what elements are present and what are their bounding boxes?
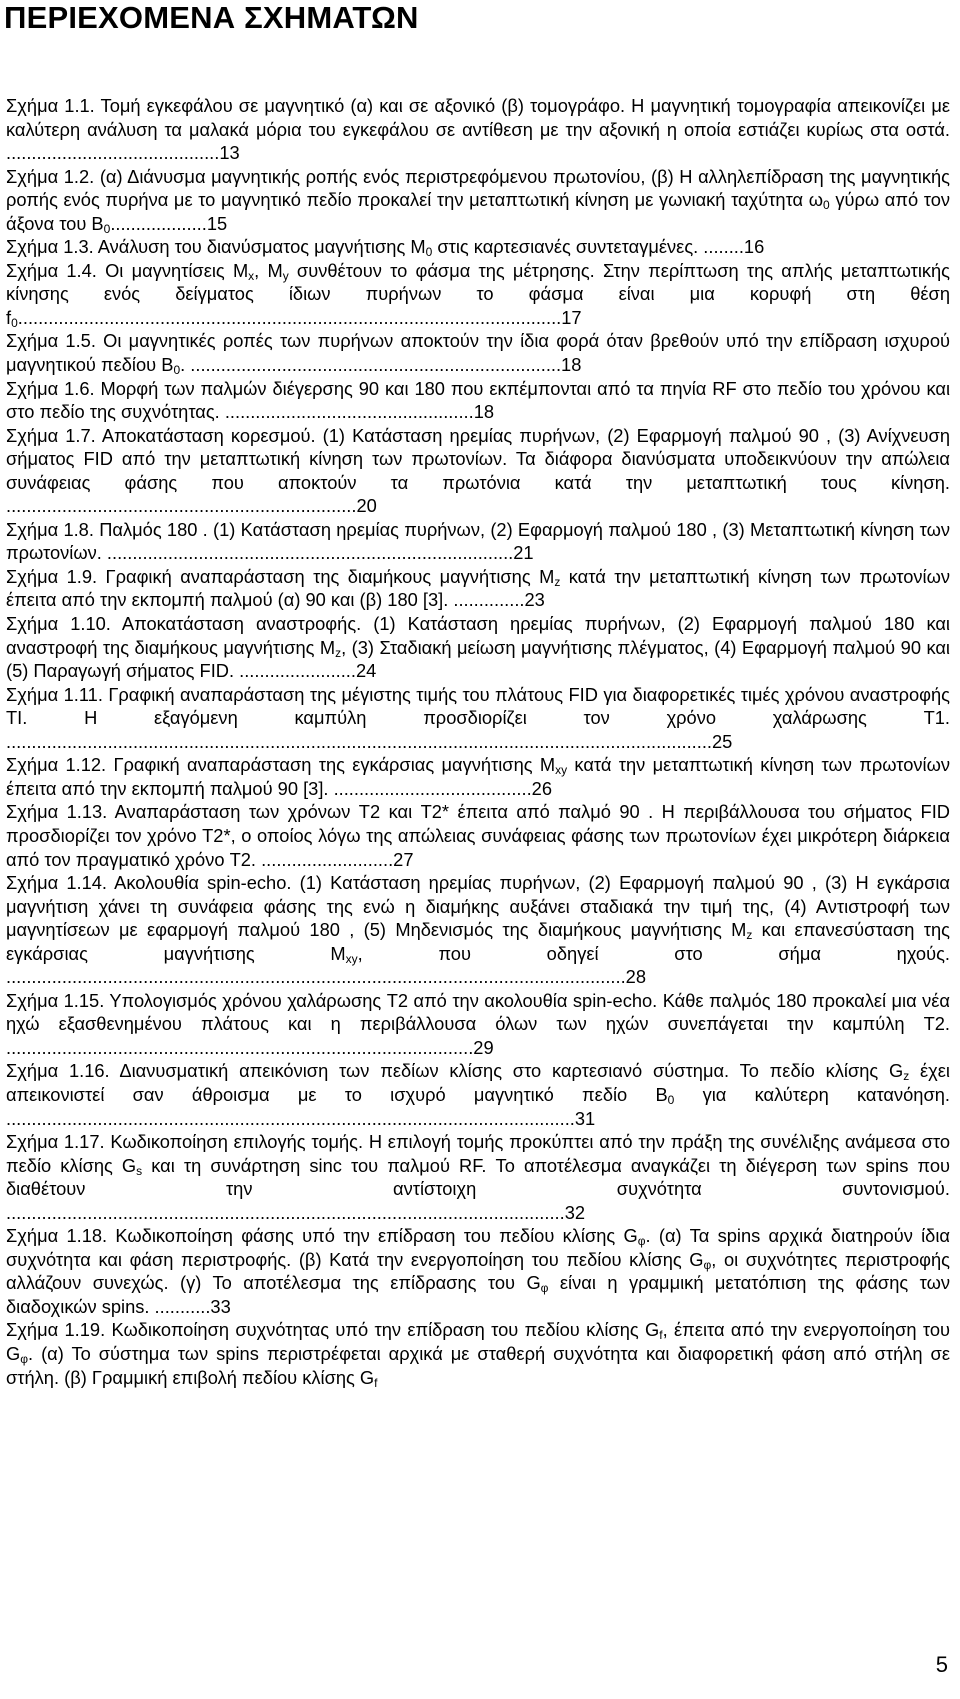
subscript-text: 0 xyxy=(425,245,433,260)
toc-entry[interactable] xyxy=(6,683,950,754)
toc-entry[interactable] xyxy=(6,235,950,259)
toc-entry[interactable] xyxy=(6,165,950,236)
toc-entry[interactable] xyxy=(6,1224,950,1318)
toc-entry[interactable] xyxy=(6,565,950,612)
subscript-text: 0 xyxy=(11,315,18,330)
toc-entry[interactable] xyxy=(6,1059,950,1130)
subscript-text: z xyxy=(903,1069,910,1084)
toc-entry[interactable] xyxy=(6,1318,950,1389)
subscript-text: z xyxy=(335,645,342,660)
subscript-text: y xyxy=(282,268,289,283)
entry-text: Σχήμα 1.18. Κωδικοποίηση φάσης υπό την επίδραση του πεδίου κλίσης G xyxy=(6,1225,638,1247)
toc-entry[interactable] xyxy=(6,259,950,330)
entry-text: Σχήμα 1.12. Γραφική αναπαράσταση της εγκάρσιας μαγνήτισης M xyxy=(6,754,556,776)
entry-text: Σχήμα 1.19. Κωδικοποίηση συχνότητας υπό την επίδραση του πεδίου κλίσης G xyxy=(6,1319,660,1341)
entry-text: ...................15 xyxy=(110,212,228,234)
entry-text: στις καρτεσιανές συντεταγμένες. ........16 xyxy=(432,236,765,258)
entry-text: είναι η γραμμική μετατόπιση της φάσης των διαδοχικών spins. ...........33 xyxy=(6,1272,951,1317)
subscript-text: φ xyxy=(20,1351,29,1366)
toc-entry[interactable] xyxy=(6,1130,950,1224)
entry-text: έχει απεικονιστεί σαν άθροισμα με το ισχυρό μαγνητικό πεδίο B xyxy=(6,1060,950,1105)
entry-text: ...........................................................................................................17 xyxy=(17,306,582,328)
list-of-figures xyxy=(6,94,950,1389)
toc-entry[interactable] xyxy=(6,753,950,800)
entry-text: Σχήμα 1.2. (α) Διάνυσμα μαγνητικής ροπής ενός περιστρεφόμενου πρωτονίου, (β) Η αλληλεπίδραση της μαγνητικής ροπής ενός πυρήνα με το μαγνητικό πεδίο προκαλεί την μεταπτωτική κίνηση με γωνιακή ταχύτητα ω xyxy=(6,165,950,211)
subscript-text: 0 xyxy=(103,221,111,236)
toc-entry[interactable] xyxy=(6,871,950,989)
entry-text: κατά την μεταπτωτική κίνηση των πρωτονίων έπειτα από την εκπομπή παλμού 90 [3]. .......................................26 xyxy=(6,754,950,799)
subscript-text: xy xyxy=(555,763,568,778)
toc-entry[interactable] xyxy=(6,800,950,871)
subscript-text: z xyxy=(554,574,561,589)
toc-entry[interactable] xyxy=(6,989,950,1060)
entry-text: Σχήμα 1.3. Ανάλυση του διανύσματος μαγνήτισης M xyxy=(6,236,426,258)
entry-text: Σχήμα 1.6. Μορφή των παλμών διέγερσης 90 και 180 που εκπέμπονται από τα πηνία RF στο πεδίο του χρόνου και στο πεδίο της συχνότητας. .................................................18 xyxy=(6,377,950,423)
toc-entry[interactable] xyxy=(6,424,950,518)
entry-text: Σχήμα 1.13. Αναπαράσταση των χρόνων T2 και T2* έπειτα από παλμό 90 . Η περιβάλλουσα του σήματος FID προσδιορίζει τον χρόνο T2*, ο οποίος λόγω της απώλειας συνάφειας φάσης των πρωτονίων έχει μικρότερη διάρκεια από τον πραγματικό χρόνο T2. ..........................27 xyxy=(6,801,950,870)
entry-text: για καλύτερη κατανόηση. ................................................................................................................31 xyxy=(6,1083,950,1129)
entry-text: Σχήμα 1.10. Αποκατάσταση αναστροφής. (1) Κατάσταση ηρεμίας πυρήνων, (2) Εφαρμογή παλμού 180 και αναστροφή της διαμήκους μαγνήτισης M xyxy=(6,613,950,658)
entry-text: και τη συνάρτηση sinc του παλμού RF. Το αποτέλεσμα αναγκάζει τη διέγερση των spins που διαθέτουν την αντίστοιχη συχνότητα συντονισμού. ..............................................................................................................32 xyxy=(6,1154,950,1223)
toc-entry[interactable] xyxy=(6,94,950,165)
entry-text: συνθέτουν το φάσμα της μέτρησης. Στην περίπτωση της απλής μεταπτωτικής κίνησης ενός δείγματος ίδιων πυρήνων το φάσμα είναι μια κορυφή στη θέση f xyxy=(6,259,950,328)
entry-text: κατά την μεταπτωτική κίνηση των πρωτονίων έπειτα από την εκπομπή παλμού (α) 90 και (β) 180 [3]. ..............23 xyxy=(6,565,950,611)
subscript-text: φ xyxy=(703,1257,712,1272)
entry-text: . .........................................................................18 xyxy=(180,354,582,376)
entry-text: Σχήμα 1.17. Κωδικοποίηση επιλογής τομής. Η επιλογή τομής προκύπτει από την πράξη της συνέλιξης ανάμεσα στο πεδίο κλίσης G xyxy=(6,1131,950,1176)
entry-text: , έπειτα από την ενεργοποίηση του G xyxy=(6,1319,951,1364)
entry-text: Σχήμα 1.11. Γραφική αναπαράσταση της μέγιστης τιμής του πλάτους FID για διαφορετικές τιμές χρόνου αναστροφής TI. Η εξαγόμενη καμπύλη προσδιορίζει τον χρόνο χαλάρωσης T1. ...........................................................................................................................................25 xyxy=(6,683,950,752)
toc-entry[interactable] xyxy=(6,612,950,683)
entry-text: , που οδηγεί στο σήμα ηχούς. ..........................................................................................................................28 xyxy=(6,942,950,988)
entry-text: και επανεσύσταση της εγκάρσιας μαγνήτισης M xyxy=(6,919,950,964)
entry-text: Σχήμα 1.5. Οι μαγνητικές ροπές των πυρήνων αποκτούν την ίδια φορά όταν βρεθούν υπό την επίδραση ισχυρού μαγνητικού πεδίου B xyxy=(6,330,950,376)
entry-text: γύρω από τον άξονα του B xyxy=(6,189,951,234)
entry-text: , (3) Σταδιακή μείωση μαγνήτισης πλέγματος, (4) Εφαρμογή παλμού 90 και (5) Παραγωγή σήματος FID. .......................24 xyxy=(6,636,950,682)
entry-text: Σχήμα 1.7. Αποκατάσταση κορεσμού. (1) Κατάσταση ηρεμίας πυρήνων, (2) Εφαρμογή παλμού 90 , (3) Ανίχνευση σήματος FID από την μεταπτωτική κίνηση των πρωτονίων. Τα διάφορα διανύσματα υποδεικνύουν την απώλεια συνάφειας φάσης που αποκτούν τα πρωτόνια κατά την μεταπτωτική τους κίνηση. .....................................................................20 xyxy=(6,424,950,517)
entry-text: Σχήμα 1.9. Γραφική αναπαράσταση της διαμήκους μαγνήτισης M xyxy=(6,565,555,587)
subscript-text: z xyxy=(746,928,753,943)
entry-text: Σχήμα 1.15. Υπολογισμός χρόνου χαλάρωσης T2 από την ακολουθία spin-echo. Κάθε παλμός 180 προκαλεί μια νέα ηχώ εξασθενημένου πλάτους και η περιβάλλουσα όλων των ηχών συνεπάγεται την καμπύλη T2. ............................................................................................29 xyxy=(6,989,950,1058)
page-number: 5 xyxy=(935,1652,948,1677)
subscript-text: φ xyxy=(540,1281,549,1296)
entry-text: , M xyxy=(254,259,283,281)
subscript-text: s xyxy=(136,1163,143,1178)
page-title: ΠΕΡΙΕΧΟΜΕΝΑ ΣΧΗΜΑΤΩΝ xyxy=(4,0,419,35)
subscript-text: xy xyxy=(345,951,358,966)
entry-text: Σχήμα 1.4. Οι μαγνητίσεις M xyxy=(6,259,249,281)
entry-text: Σχήμα 1.1. Τομή εγκεφάλου σε μαγνητικό (α) και σε αξονικό (β) τομογράφο. Η μαγνητική τομογραφία απεικονίζει με καλύτερη ανάλυση τα μαλακά μόρια του εγκεφάλου σε αντίθεση με την αξονική η οποία εστιάζει κυρίως στα οστά. ..........................................13 xyxy=(6,95,950,164)
entry-text: Σχήμα 1.14. Ακολουθία spin-echo. (1) Κατάσταση ηρεμίας πυρήνων, (2) Εφαρμογή παλμού 90 , (3) Η εγκάρσια μαγνήτιση χάνει τη συνάφεια φάσης της ενώ η διαμήκης αυξάνει σταδιακά την τιμή της, (4) Αντιστροφή των μαγνητίσεων με εφαρμογή παλμού 180 , (5) Μηδενισμός της διαμήκους μαγνήτισης M xyxy=(6,872,950,941)
subscript-text: 0 xyxy=(667,1092,675,1107)
subscript-text: φ xyxy=(637,1234,646,1249)
subscript-text: x xyxy=(248,268,255,283)
subscript-text: 0 xyxy=(173,363,181,378)
entry-text: . (α) Τα spins αρχικά διατηρούν ίδια συχνότητα και φάση περιστροφής. (β) Κατά την ενεργοποίηση του πεδίου κλίσης G xyxy=(6,1225,950,1270)
toc-entry[interactable] xyxy=(6,329,950,376)
entry-text: Σχήμα 1.16. Διανυσματική απεικόνιση των πεδίων κλίσης στο καρτεσιανό σύστημα. Το πεδίο κλίσης G xyxy=(6,1060,904,1082)
toc-entry[interactable] xyxy=(6,377,950,424)
subscript-text: f xyxy=(374,1375,378,1390)
entry-text: Σχήμα 1.8. Παλμός 180 . (1) Κατάσταση ηρεμίας πυρήνων, (2) Εφαρμογή παλμού 180 , (3) Μεταπτωτική κίνηση των πρωτονίων. ................................................................................21 xyxy=(6,518,950,564)
toc-entry[interactable] xyxy=(6,518,950,565)
entry-text: , οι συχνότητες περιστροφής αλλάζουν συνεχώς. (γ) Το αποτέλεσμα της επίδρασης του G xyxy=(6,1248,950,1294)
subscript-text: 0 xyxy=(823,198,830,213)
subscript-text: f xyxy=(659,1328,663,1343)
entry-text: . (α) Το σύστημα των spins περιστρέφεται αρχικά με σταθερή συχνότητα και διαφορετική φάση από στήλη σε στήλη. (β) Γραμμική επιβολή πεδίου κλίσης G xyxy=(6,1342,950,1388)
